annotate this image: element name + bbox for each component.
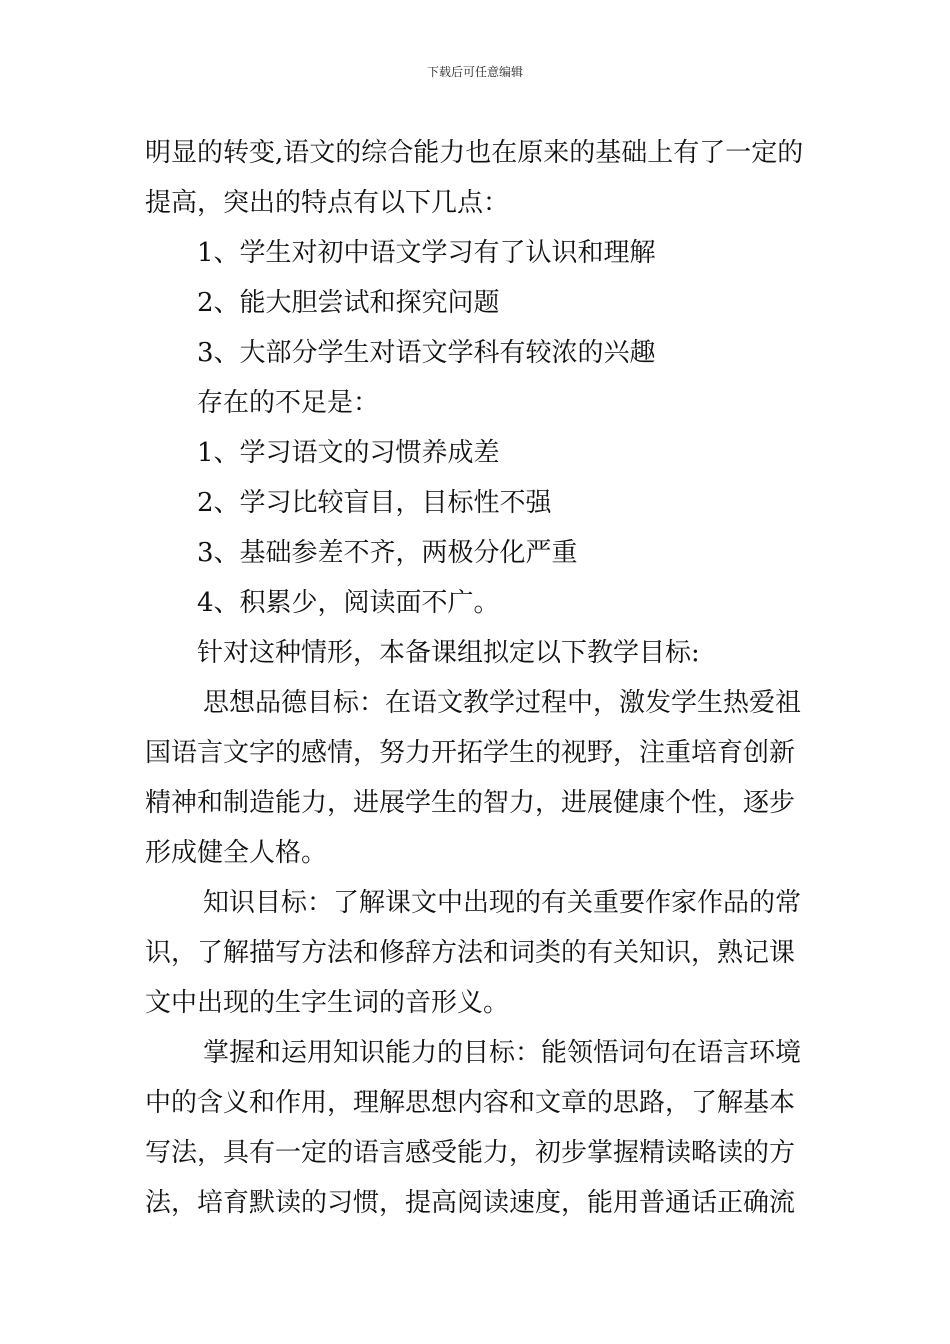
- paragraph-line: 识，了解描写方法和修辞方法和词类的有关知识，熟记课: [145, 938, 796, 968]
- paragraph-line: 思想品德目标：在语文教学过程中，激发学生热爱祖: [203, 688, 802, 718]
- paragraph-line: 中的含义和作用，理解思想内容和文章的思路，了解基本: [145, 1088, 796, 1118]
- list-item: 2、能大胆尝试和探究问题: [197, 288, 500, 318]
- paragraph-line: 掌握和运用知识能力的目标：能领悟词句在语言环境: [203, 1038, 802, 1068]
- paragraph-line: 知识目标：了解课文中出现的有关重要作家作品的常: [203, 888, 802, 918]
- paragraph-line: 写法，具有一定的语言感受能力，初步掌握精读略读的方: [145, 1138, 796, 1168]
- paragraph-line: 国语言文字的感情，努力开拓学生的视野，注重培育创新: [145, 738, 796, 768]
- list-item: 1、学习语文的习惯养成差: [197, 438, 500, 468]
- list-item: 3、基础参差不齐，两极分化严重: [197, 538, 578, 568]
- page-header-note: 下载后可任意编辑: [426, 65, 523, 79]
- list-item: 3、大部分学生对语文学科有较浓的兴趣: [197, 338, 656, 368]
- paragraph-line: 形成健全人格。: [145, 838, 328, 868]
- body-text: [145, 128, 810, 1228]
- paragraph-line: 文中出现的生字生词的音形义。: [145, 988, 510, 1018]
- section-intro: 存在的不足是：: [197, 388, 380, 418]
- list-item: 1、学生对初中语文学习有了认识和理解: [197, 238, 656, 268]
- section-intro: 针对这种情形，本备课组拟定以下教学目标:: [197, 638, 700, 668]
- paragraph-line: 明显的转变,语文的综合能力也在原来的基础上有了一定的: [145, 138, 804, 168]
- paragraph-line: 法，培育默读的习惯，提高阅读速度，能用普通话正确流: [145, 1188, 796, 1218]
- list-item: 2、学习比较盲目，目标性不强: [197, 488, 552, 518]
- paragraph-line: 提高，突出的特点有以下几点：: [145, 188, 510, 218]
- list-item: 4、积累少，阅读面不广。: [197, 588, 500, 618]
- paragraph-line: 精神和制造能力，进展学生的智力，进展健康个性，逐步: [145, 788, 796, 818]
